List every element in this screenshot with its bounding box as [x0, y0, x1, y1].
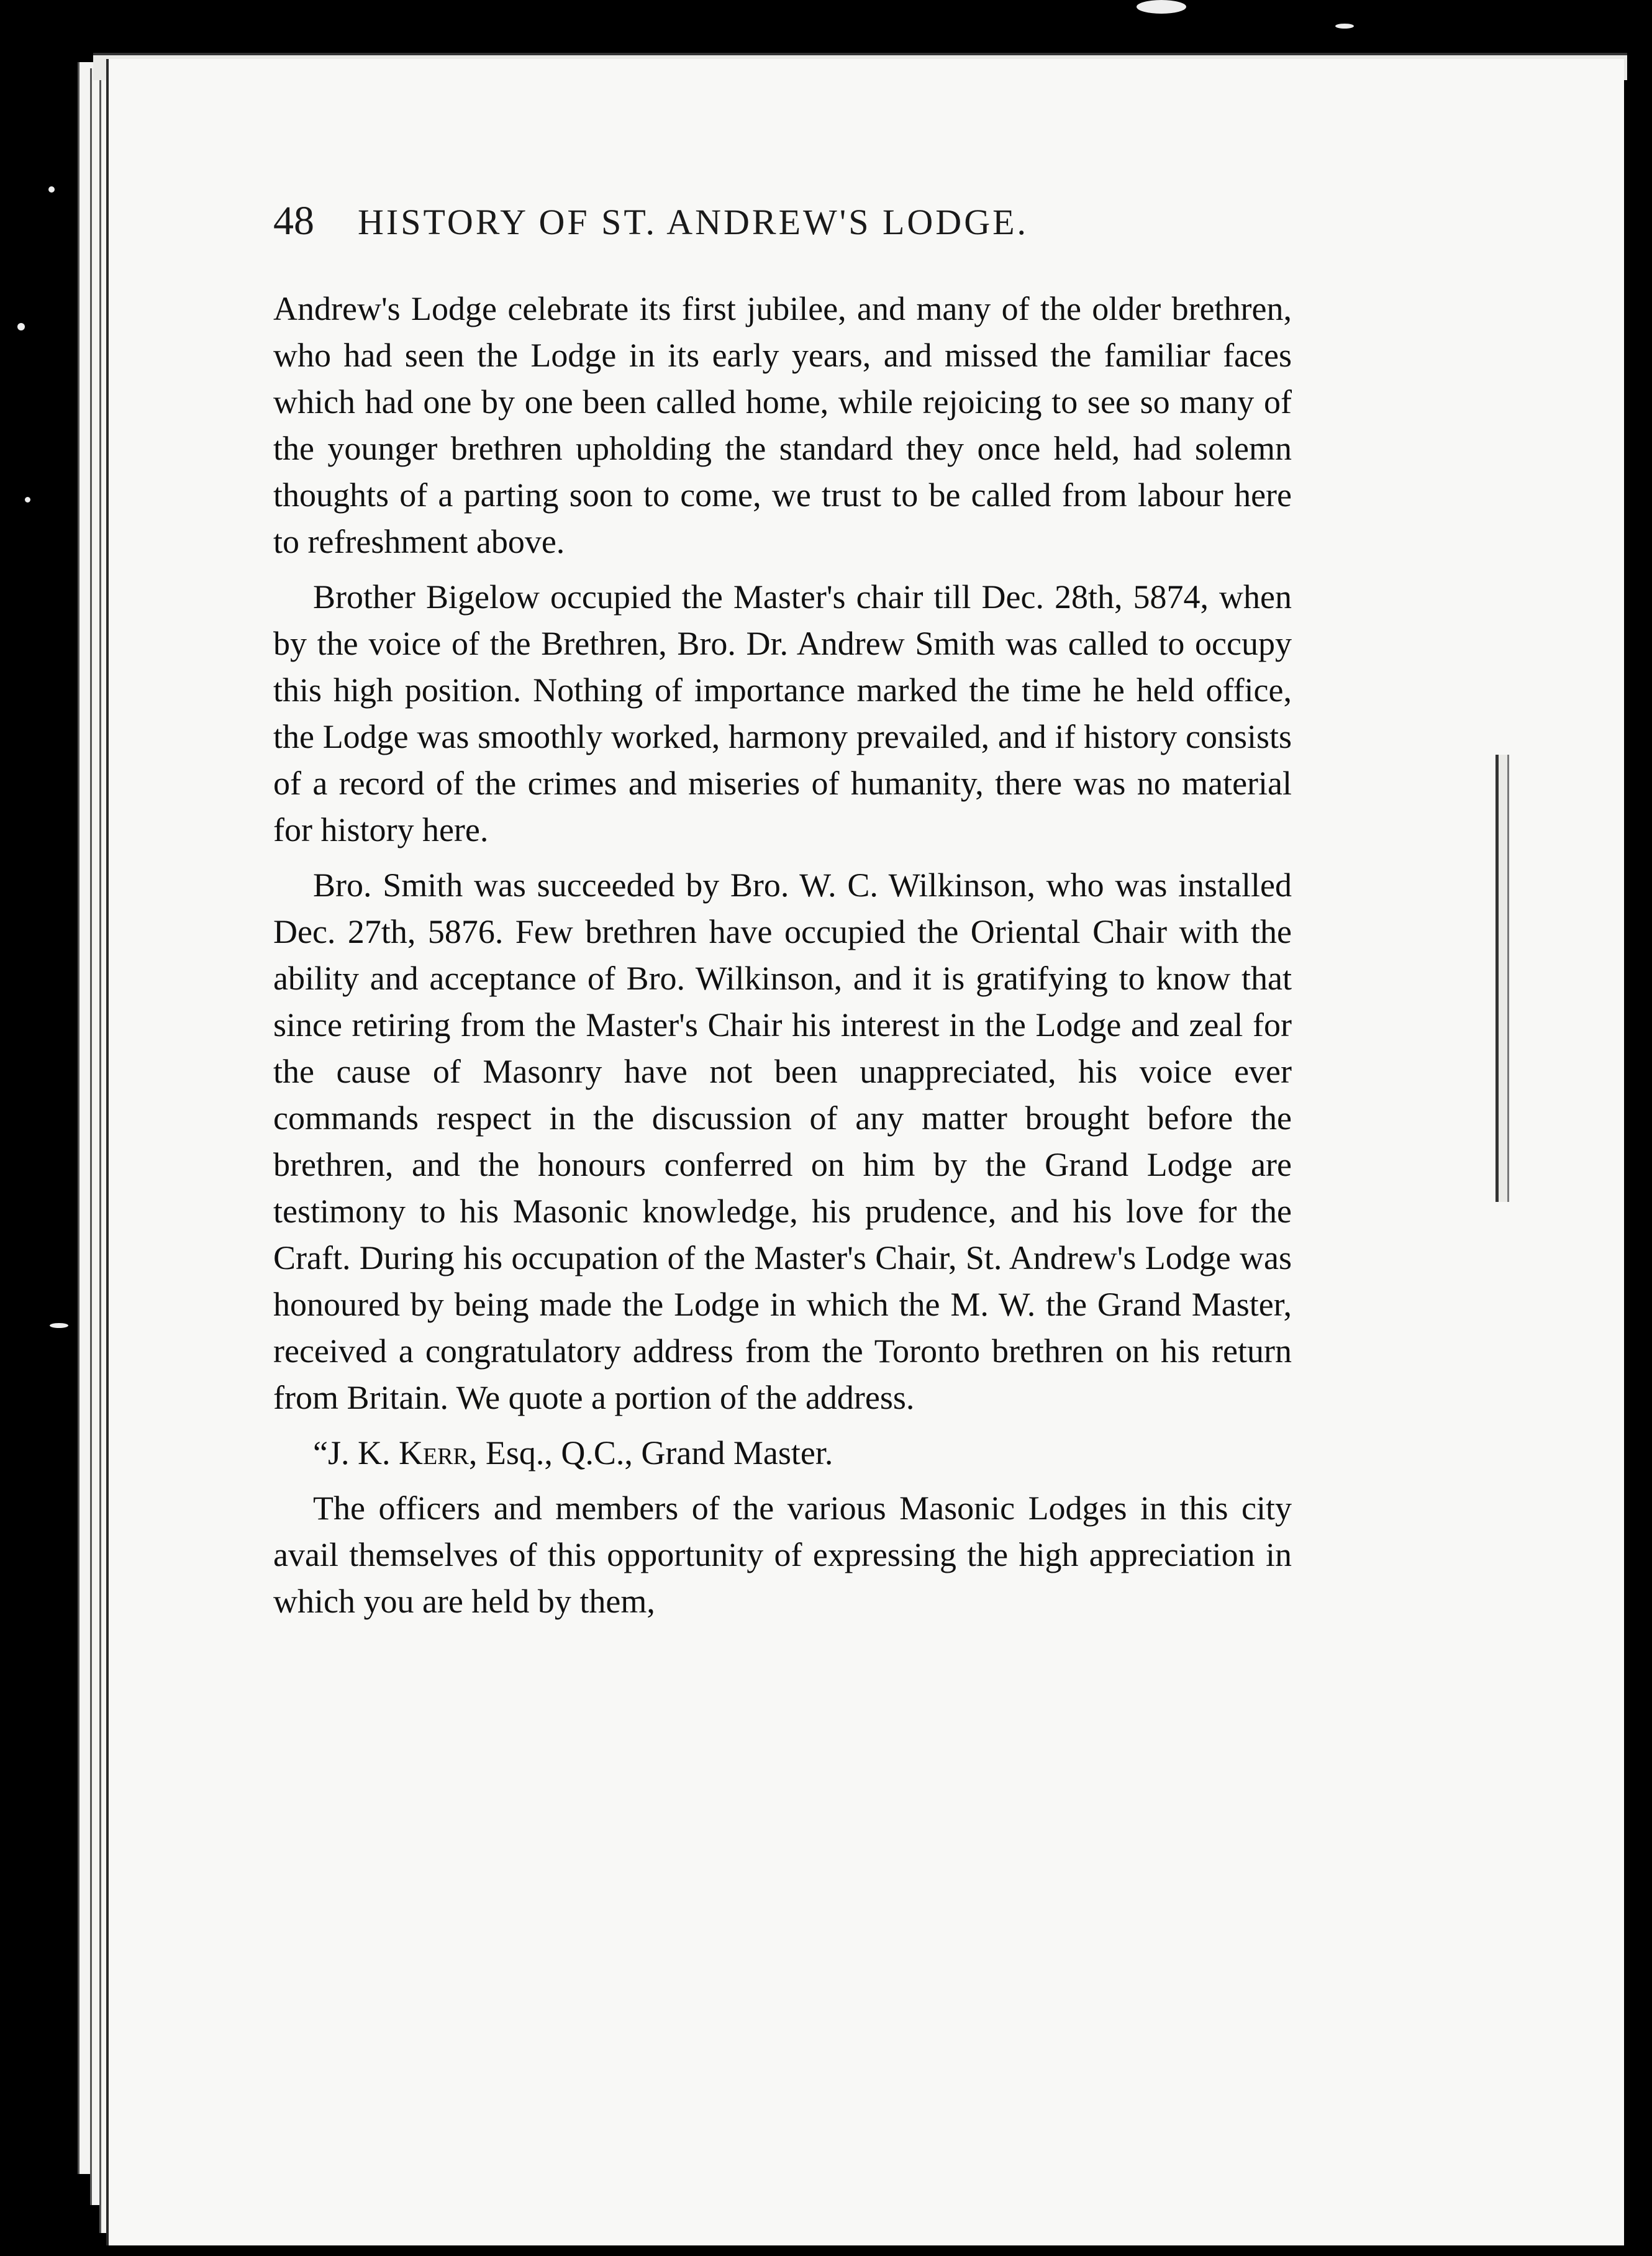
- address-salutation: [273, 1430, 1292, 1476]
- address-surname: Kerr: [398, 1434, 469, 1471]
- scan-speck: [1335, 24, 1354, 29]
- running-title: HISTORY OF ST. ANDREW'S LODGE.: [358, 202, 1029, 242]
- open-quote: “: [313, 1434, 328, 1471]
- scan-speck: [17, 323, 25, 330]
- address-title: , Esq., Q.C., Grand Master.: [468, 1434, 833, 1471]
- scan-speck: [1137, 0, 1186, 14]
- running-head: [273, 198, 1304, 245]
- paragraph: Andrew's Lodge celebrate its first jubilee, and many of the older brethren, who had seen the Lodge in its early years, and missed the familiar faces which had one by one been called home, while rejoicing to see so many of the younger brethren upholding the standard they once held, had solemn thoughts of a parting soon to come, we trust to be called from labour here to refreshment above.: [273, 290, 1292, 560]
- scan-speck: [50, 1323, 68, 1328]
- body-text: [273, 286, 1292, 1634]
- address-initials: J. K.: [327, 1434, 399, 1471]
- paragraph: Bro. Smith was succeeded by Bro. W. C. Wilkinson, who was installed Dec. 27th, 5876. Few brethren have occupied the Oriental Chair with the ability and acceptance of Bro. Wilkinson, and it is gratifying to know that since retiring from the Master's Chair his interest in the Lodge and zeal for the cause of Masonry have not been unappreciated, his voice ever commands respect in the discussion of any matter brought before the brethren, and the honours conferred on him by the Grand Lodge are testimony to his Masonic knowledge, his prudence, and his love for the Craft. During his occupation of the Master's Chair, St. Andrew's Lodge was honoured by being made the Lodge in which the M. W. the Grand Master, received a congratulatory address from the Toronto brethren on his return from Britain. We quote a portion of the address.: [273, 866, 1292, 1416]
- scan-speck: [25, 497, 30, 503]
- paragraph: Brother Bigelow occupied the Master's chair till Dec. 28th, 5874, when by the voice of the Brethren, Bro. Dr. Andrew Smith was called to occupy this high position. Nothing of importance marked the time he held office, the Lodge was smoothly worked, harmony prevailed, and if history consists of a record of the crimes and miseries of humanity, there was no material for history here.: [273, 578, 1292, 848]
- page-margin-mark: [1495, 755, 1509, 1202]
- page-number: 48: [273, 198, 314, 243]
- address-body: The officers and members of the various Masonic Lodges in this city avail themselves of this opportunity of expressing the high appreciation in which you are held by them,: [273, 1490, 1292, 1620]
- scan-speck: [48, 186, 55, 193]
